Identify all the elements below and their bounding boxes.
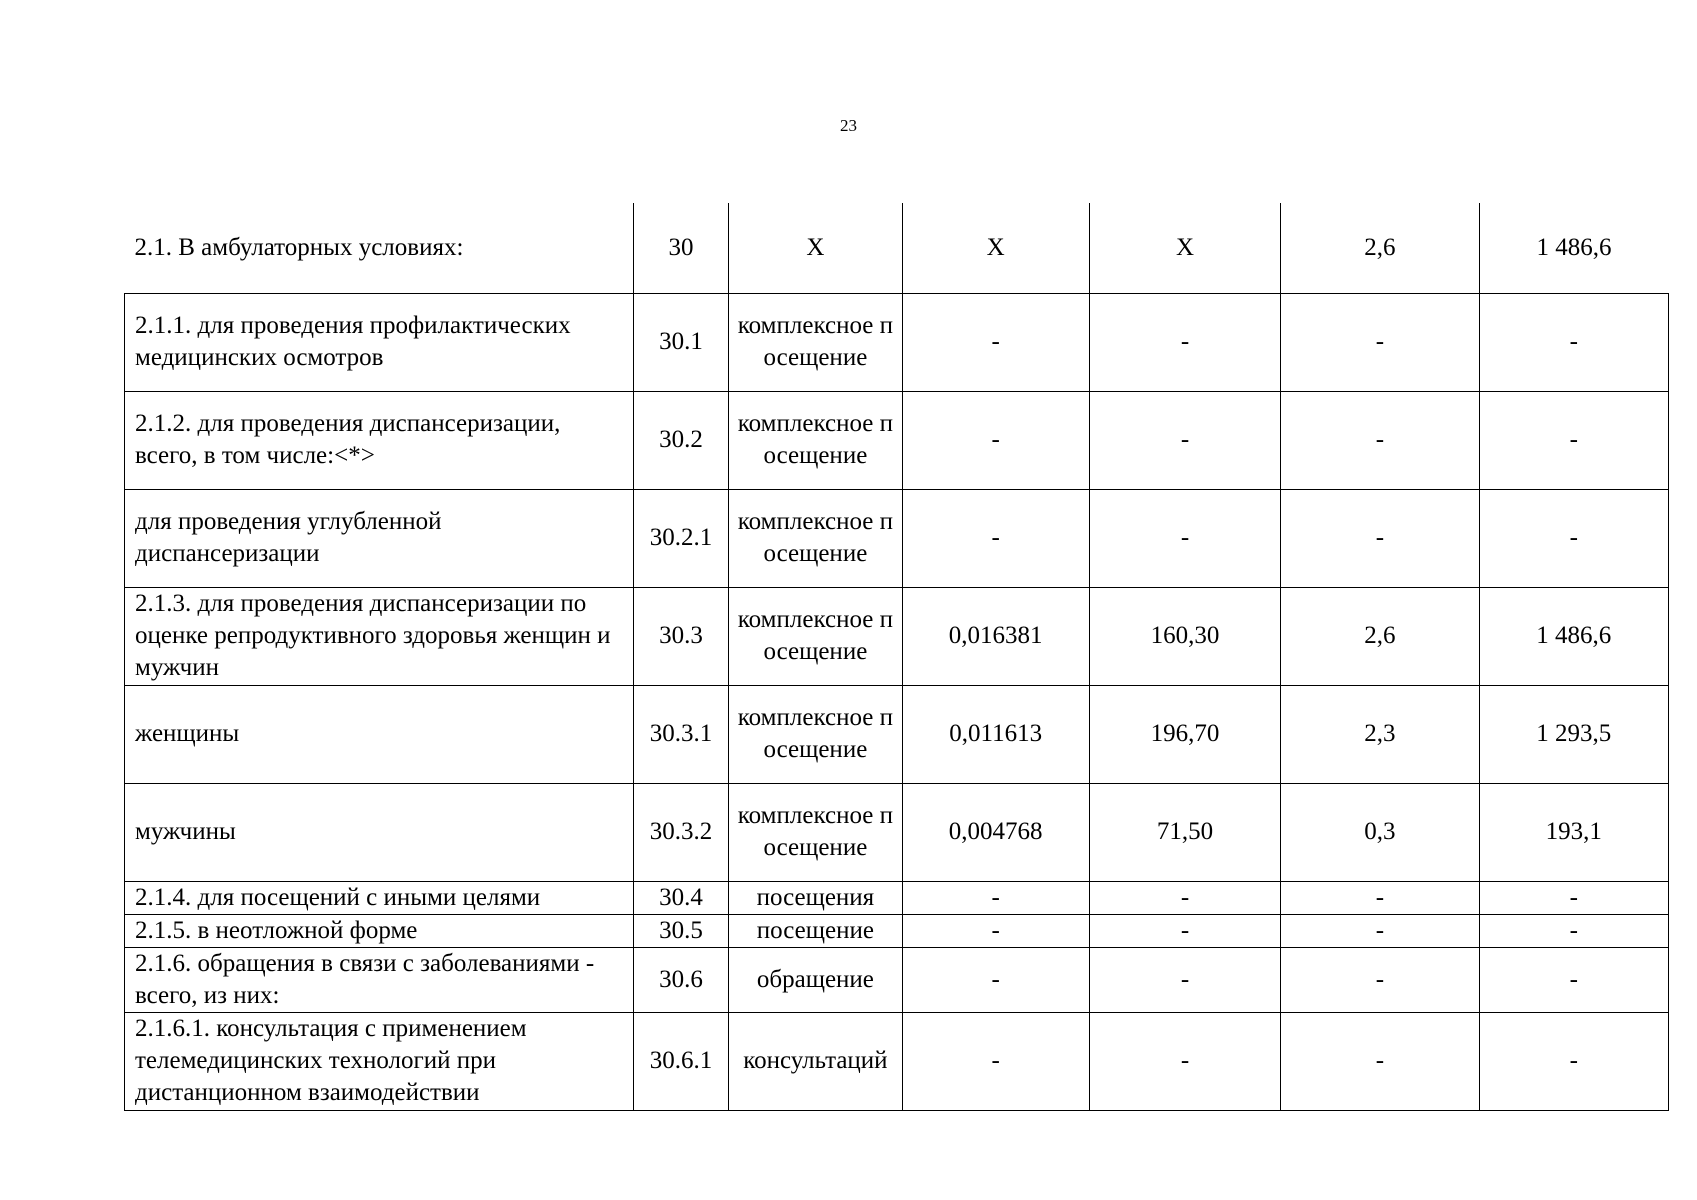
row-value-1: - <box>902 293 1089 391</box>
row-value-4: - <box>1479 293 1668 391</box>
row-value-1: 0,016381 <box>902 587 1089 685</box>
table-row <box>125 293 1669 391</box>
row-value-2: - <box>1089 914 1280 947</box>
row-unit: консультаций <box>729 1012 902 1110</box>
row-value-4: - <box>1479 391 1668 489</box>
row-name: 2.1.2. для проведения диспансеризации, всего, в том числе:<*> <box>125 391 634 489</box>
row-value-4: 1 293,5 <box>1479 685 1668 783</box>
row-value-3: 2,3 <box>1281 685 1479 783</box>
row-code: 30.1 <box>633 293 729 391</box>
row-name: 2.1.6. обращения в связи с заболеваниями - всего, из них: <box>125 947 634 1012</box>
row-unit: обращение <box>729 947 902 1012</box>
row-name: 2.1.5. в неотложной форме <box>125 914 634 947</box>
data-table <box>124 203 1669 1111</box>
row-value-1: 0,004768 <box>902 783 1089 881</box>
table-row <box>125 1012 1669 1110</box>
table-row <box>125 489 1669 587</box>
row-unit: посещение <box>729 914 902 947</box>
row-value-3: - <box>1281 881 1479 914</box>
row-value-3: 2,6 <box>1281 203 1479 293</box>
row-value-4: 1 486,6 <box>1479 587 1668 685</box>
row-code: 30.2 <box>633 391 729 489</box>
row-unit: посещения <box>729 881 902 914</box>
table-row <box>125 685 1669 783</box>
row-value-3: - <box>1281 1012 1479 1110</box>
row-value-4: - <box>1479 947 1668 1012</box>
row-value-2: - <box>1089 391 1280 489</box>
row-value-4: 1 486,6 <box>1479 203 1668 293</box>
row-value-2: X <box>1089 203 1280 293</box>
row-value-3: - <box>1281 947 1479 1012</box>
row-name: женщины <box>125 685 634 783</box>
row-code: 30 <box>633 203 729 293</box>
table-row <box>125 914 1669 947</box>
row-name: для проведения углубленной диспансеризации <box>125 489 634 587</box>
row-value-4: - <box>1479 914 1668 947</box>
row-code: 30.6 <box>633 947 729 1012</box>
row-value-2: 160,30 <box>1089 587 1280 685</box>
row-code: 30.2.1 <box>633 489 729 587</box>
row-value-3: 2,6 <box>1281 587 1479 685</box>
row-unit: комплексное посещение <box>729 783 902 881</box>
row-value-3: - <box>1281 914 1479 947</box>
row-code: 30.6.1 <box>633 1012 729 1110</box>
table-row <box>125 783 1669 881</box>
row-value-1: - <box>902 489 1089 587</box>
row-code: 30.4 <box>633 881 729 914</box>
row-value-2: - <box>1089 489 1280 587</box>
row-name: 2.1. В амбулаторных условиях: <box>125 203 634 293</box>
table-row <box>125 203 1669 293</box>
row-value-2: - <box>1089 881 1280 914</box>
row-value-4: - <box>1479 881 1668 914</box>
row-value-2: - <box>1089 947 1280 1012</box>
table-row <box>125 947 1669 1012</box>
row-unit: комплексное посещение <box>729 685 902 783</box>
row-unit: комплексное посещение <box>729 587 902 685</box>
row-name: мужчины <box>125 783 634 881</box>
row-value-4: 193,1 <box>1479 783 1668 881</box>
row-value-2: 71,50 <box>1089 783 1280 881</box>
table-row <box>125 391 1669 489</box>
row-value-2: 196,70 <box>1089 685 1280 783</box>
row-unit: комплексное посещение <box>729 391 902 489</box>
row-value-3: - <box>1281 293 1479 391</box>
row-value-2: - <box>1089 293 1280 391</box>
row-value-4: - <box>1479 1012 1668 1110</box>
row-value-1: X <box>902 203 1089 293</box>
row-value-1: - <box>902 881 1089 914</box>
row-value-1: - <box>902 391 1089 489</box>
table-row <box>125 881 1669 914</box>
row-value-1: - <box>902 914 1089 947</box>
table-row <box>125 587 1669 685</box>
row-code: 30.5 <box>633 914 729 947</box>
row-name: 2.1.1. для проведения профилактических медицинских осмотров <box>125 293 634 391</box>
row-name: 2.1.6.1. консультация с применением телемедицинских технологий при дистанционном взаимодействии <box>125 1012 634 1110</box>
row-code: 30.3 <box>633 587 729 685</box>
row-value-1: - <box>902 947 1089 1012</box>
row-name: 2.1.4. для посещений с иными целями <box>125 881 634 914</box>
row-value-3: - <box>1281 489 1479 587</box>
row-unit: комплексное посещение <box>729 489 902 587</box>
row-value-1: 0,011613 <box>902 685 1089 783</box>
row-code: 30.3.2 <box>633 783 729 881</box>
row-unit: комплексное посещение <box>729 293 902 391</box>
row-value-3: - <box>1281 391 1479 489</box>
page-number: 23 <box>840 116 857 135</box>
row-code: 30.3.1 <box>633 685 729 783</box>
row-unit: X <box>729 203 902 293</box>
row-value-4: - <box>1479 489 1668 587</box>
row-value-3: 0,3 <box>1281 783 1479 881</box>
row-name: 2.1.3. для проведения диспансеризации по оценке репродуктивного здоровья женщин и мужчин <box>125 587 634 685</box>
row-value-1: - <box>902 1012 1089 1110</box>
row-value-2: - <box>1089 1012 1280 1110</box>
